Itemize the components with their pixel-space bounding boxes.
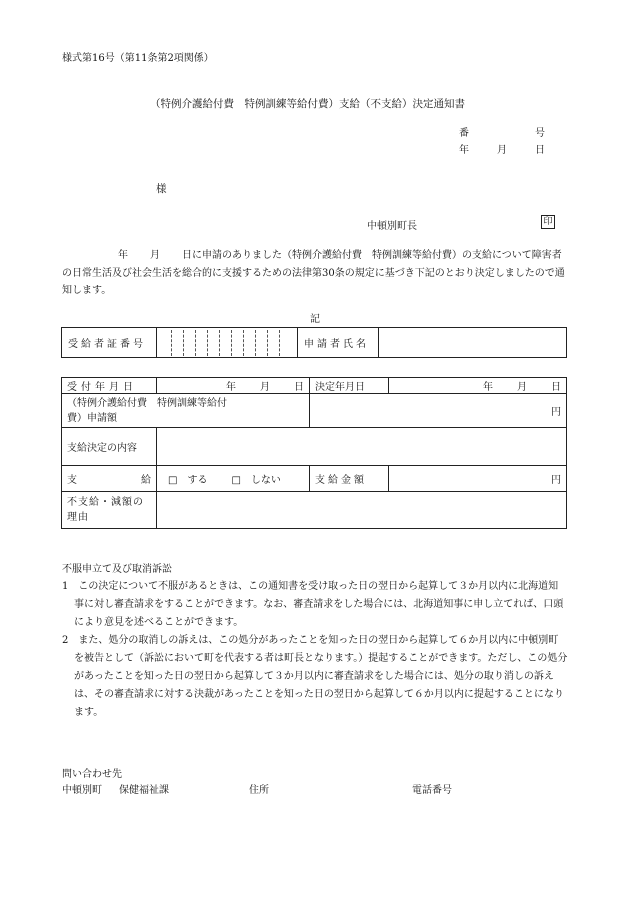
- decision-year: 年: [483, 382, 493, 393]
- seal-mark: 印: [541, 215, 555, 229]
- payment-no-checkbox[interactable]: □ しない: [231, 475, 281, 486]
- requested-amount-field[interactable]: [310, 394, 567, 428]
- payment-yes-checkbox[interactable]: □ する: [168, 475, 208, 486]
- receipt-year: 年: [226, 382, 236, 393]
- contact-department: 保健福祉課: [119, 785, 169, 796]
- form-number: 様式第16号（第11条第2項関係）: [62, 53, 214, 64]
- number-line: [459, 124, 545, 139]
- cert-no-label: 受給者証番号: [62, 328, 157, 358]
- objection-heading: 不服申立て及び取消訴訟: [62, 564, 172, 575]
- issue-month: 月: [497, 145, 507, 156]
- receipt-date-label: 受付年月日: [62, 378, 157, 394]
- number-suffix: 号: [535, 128, 545, 139]
- decision-content-field[interactable]: [157, 428, 567, 466]
- intro-month: 月: [150, 250, 160, 261]
- receipt-month: 月: [260, 382, 270, 393]
- intro-paragraph: [62, 247, 567, 300]
- decision-date-field[interactable]: [389, 378, 567, 394]
- objection-notes: [62, 578, 568, 722]
- contact-heading: 問い合わせ先: [62, 769, 122, 780]
- receipt-date-field[interactable]: [157, 378, 310, 394]
- issue-date: [459, 141, 545, 156]
- payment-label-2: 給: [141, 475, 151, 486]
- objection-item-2: 2 また、処分の取消しの訴えは、この処分があったことを知った日の翌日から起算して６か月以内に中頓別町を被告として（訴訟において町を代表する者は町長となります。）提起することができます。ただし、この処分があったことを知った日の翌日から起算して３か月以内に審査請求をした場合には、処分の取り消しの訴えは、その審査請求に対する決裁があったことを知った日の翌日から起算して６か月以内に提起することになります。: [62, 635, 568, 718]
- contact-address-label: 住所: [249, 785, 269, 796]
- reason-field[interactable]: [157, 492, 567, 529]
- objection-item-1: 1 この決定について不服があるときは、この通知書を受け取った日の翌日から起算して３か月以内に北海道知事に対し審査請求をすることができます。なお、審査請求をした場合には、北海道知事に申し立てれば、口頭により意見を述べることができます。: [62, 581, 564, 628]
- intro-text: 日に申請のありました（特例介護給付費 特例訓練等給付費）の支給について障害者の日常生活及び社会生活を総合的に支援するための法律第30条の規定に基づき下記のとおり決定しましたので通知します。: [62, 250, 565, 296]
- decision-content-label: 支給決定の内容: [62, 428, 157, 466]
- cert-no-boxes[interactable]: [157, 328, 298, 358]
- payment-label-1: 支: [67, 475, 77, 486]
- payment-options: [157, 466, 310, 492]
- applicant-name-field[interactable]: [379, 328, 567, 358]
- issue-year: 年: [459, 145, 469, 156]
- payment-label: [62, 466, 157, 492]
- requested-yen: 円: [551, 407, 561, 418]
- reason-label: 不支給・減額の理由: [62, 492, 157, 529]
- decision-date-label: 決定年月日: [310, 378, 389, 394]
- recipient-table: [61, 327, 567, 358]
- receipt-day: 日: [294, 382, 304, 393]
- requested-amount-label: （特例介護給付費 特例訓練等給付費）申請額: [62, 394, 310, 428]
- payment-amount-label: 支給金額: [310, 466, 389, 492]
- contact-tel-label: 電話番号: [412, 785, 452, 796]
- ki-mark: 記: [310, 314, 320, 325]
- issue-day: 日: [535, 145, 545, 156]
- number-label: 番: [459, 128, 469, 139]
- document-title: （特例介護給付費 特例訓練等給付費）支給（不支給）決定通知書: [150, 98, 465, 110]
- decision-month: 月: [517, 382, 527, 393]
- recipient-honorific: 様: [156, 183, 167, 195]
- intro-year: 年: [118, 250, 128, 261]
- payment-amount-field[interactable]: [389, 466, 567, 492]
- decision-table: [61, 377, 567, 529]
- applicant-name-label: 申請者氏名: [298, 328, 379, 358]
- payment-yen: 円: [551, 475, 561, 486]
- decision-day: 日: [551, 382, 561, 393]
- contact-town: 中頓別町: [62, 785, 102, 796]
- issuer-name: 中頓別町長: [367, 221, 417, 232]
